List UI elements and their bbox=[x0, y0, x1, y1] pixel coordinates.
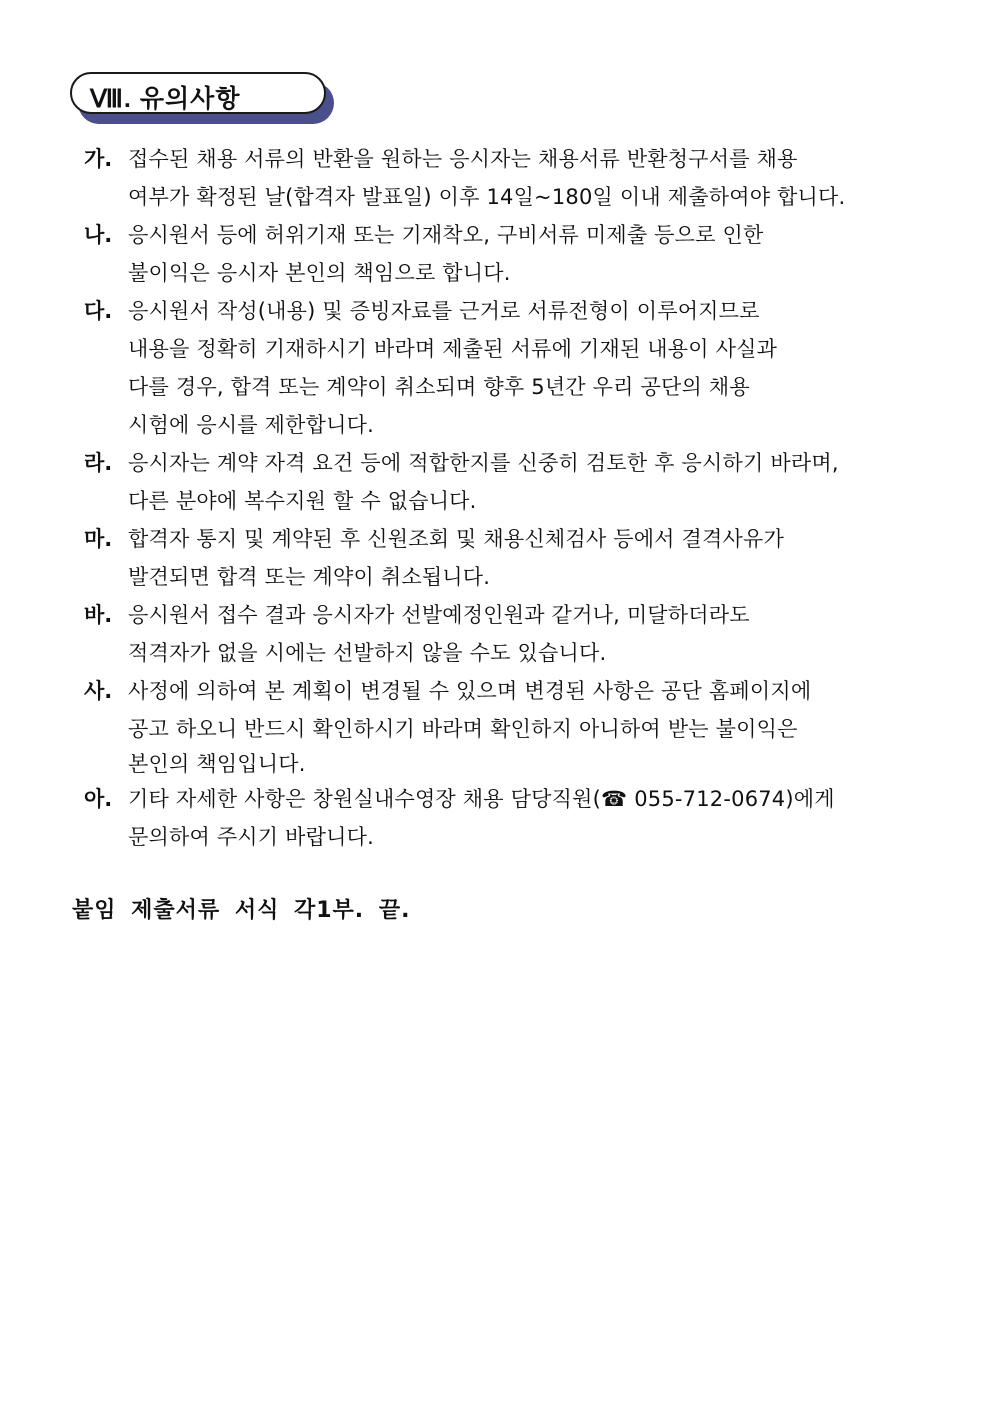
notice-line: 적격자가 없을 시에는 선발하지 않을 수도 있습니다. bbox=[128, 641, 607, 665]
heading-text bbox=[90, 79, 240, 115]
notice-line: 사정에 의하여 본 계획이 변경될 수 있으며 변경된 사항은 공단 홈페이지에 bbox=[128, 679, 812, 703]
attachment-note: 붙임 제출서류 서식 각1부. 끝. bbox=[72, 898, 411, 923]
notice-line: 공고 하오니 반드시 확인하시기 바라며 확인하지 아니하여 받는 불이익은 bbox=[128, 717, 798, 741]
notice-mark: 아. bbox=[84, 787, 113, 811]
notice-line: 문의하여 주시기 바랍니다. bbox=[128, 825, 374, 849]
notice-mark: 바. bbox=[84, 603, 113, 627]
notice-line: 다를 경우, 합격 또는 계약이 취소되며 향후 5년간 우리 공단의 채용 bbox=[128, 375, 750, 399]
notice-mark: 다. bbox=[84, 299, 113, 323]
notice-line: 응시원서 접수 결과 응시자가 선발예정인원과 같거나, 미달하더라도 bbox=[128, 603, 750, 627]
section-numeral: Ⅷ. bbox=[90, 85, 132, 113]
notice-list bbox=[84, 140, 884, 856]
notice-line: 응시자는 계약 자격 요건 등에 적합한지를 신중히 검토한 후 응시하기 바라며, bbox=[128, 451, 839, 475]
notice-item bbox=[84, 292, 884, 444]
notice-line: 기타 자세한 사항은 창원실내수영장 채용 담당직원(☎ 055-712-0674)에게 bbox=[128, 787, 835, 811]
notice-line: 다른 분야에 복수지원 할 수 없습니다. bbox=[128, 489, 477, 513]
notice-mark: 가. bbox=[84, 147, 113, 171]
notice-line: 본인의 책임입니다. bbox=[128, 752, 306, 776]
notice-mark: 마. bbox=[84, 527, 113, 551]
notice-line: 발견되면 합격 또는 계약이 취소됩니다. bbox=[128, 565, 491, 589]
notice-mark: 라. bbox=[84, 451, 113, 475]
notice-item bbox=[84, 672, 884, 780]
notice-line: 시험에 응시를 제한합니다. bbox=[128, 413, 374, 437]
notice-line: 접수된 채용 서류의 반환을 원하는 응시자는 채용서류 반환청구서를 채용 bbox=[128, 147, 798, 171]
notice-line: 응시원서 작성(내용) 및 증빙자료를 근거로 서류전형이 이루어지므로 bbox=[128, 299, 760, 323]
notice-line: 합격자 통지 및 계약된 후 신원조회 및 채용신체검사 등에서 결격사유가 bbox=[128, 527, 784, 551]
notice-line: 여부가 확정된 날(합격자 발표일) 이후 14일~180일 이내 제출하여야 합니다. bbox=[128, 185, 846, 209]
notice-line: 응시원서 등에 허위기재 또는 기재착오, 구비서류 미제출 등으로 인한 bbox=[128, 223, 764, 247]
heading-box bbox=[70, 72, 326, 114]
section-title: 유의사항 bbox=[139, 84, 241, 113]
notice-item bbox=[84, 520, 884, 596]
notice-mark: 사. bbox=[84, 679, 113, 703]
notice-item bbox=[84, 596, 884, 672]
section-heading bbox=[70, 72, 338, 128]
notice-item bbox=[84, 780, 884, 856]
notice-item bbox=[84, 216, 884, 292]
notice-mark: 나. bbox=[84, 223, 113, 247]
notice-item bbox=[84, 444, 884, 520]
notice-item bbox=[84, 140, 884, 216]
notice-line: 불이익은 응시자 본인의 책임으로 합니다. bbox=[128, 261, 511, 285]
notice-line: 내용을 정확히 기재하시기 바라며 제출된 서류에 기재된 내용이 사실과 bbox=[128, 337, 778, 361]
